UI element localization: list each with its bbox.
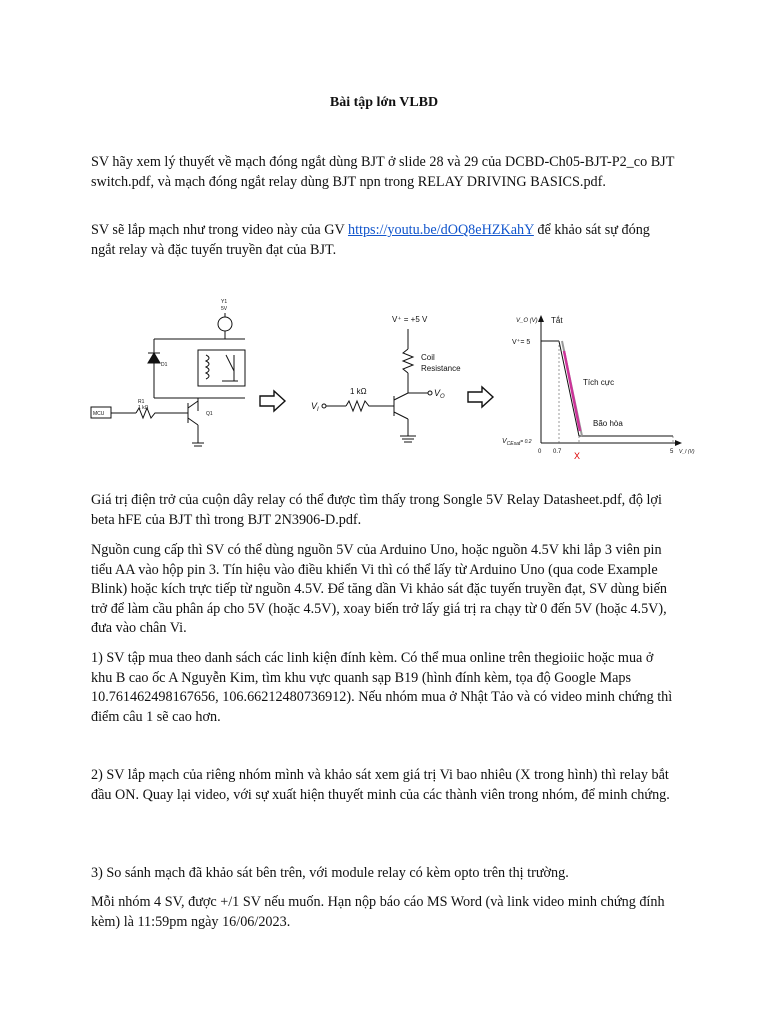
supply-voltage-label: V⁺ = +5 V [392,315,428,324]
paragraph-task-3: 3) So sánh mạch đã khảo sát bên trên, với module relay có kèm opto trên thị trường. [91,865,569,881]
d1-label: D1 [161,362,168,368]
paragraph-task-2: 2) SV lắp mạch của riêng nhóm mình và khảo sát xem giá trị Vi bao nhiêu (X trong hình) thì relay bắt đầu ON. Quay lại video, với sự xuất hiện thuyết minh của các thành viên trong nhóm, để minh chứng. [91,767,670,803]
vo-axis-label: V_O (V) [516,318,538,324]
q1-label: Q1 [206,411,213,417]
x-tick-5: 5 [670,449,674,455]
mcu-label: MCU [93,411,105,417]
coil-label: Coil [421,353,435,362]
paragraph-intro: SV hãy xem lý thuyết về mạch đóng ngắt dùng BJT ở slide 28 và 29 của DCBD-Ch05-BJT-P2_co BJT switch.pdf, và mạch đóng ngắt relay dùng BJT npn trong RELAY DRIVING BASICS.pdf. [91,154,675,190]
bjt-switch-circuit [322,329,432,442]
resistor-value-label: 1 kΩ [350,387,367,396]
vo-label: $V_O$ [434,388,445,400]
x-tick-07: 0.7 [553,449,562,455]
diode-symbol [148,353,160,363]
saturation-region-label: Bão hòa [593,419,623,428]
vi-axis-label: V_I (V) [679,449,695,455]
vplus-tick-label: V⁺= 5 [512,339,531,346]
off-region-label: Tắt [551,316,563,325]
voltage-source-symbol [218,317,232,331]
y1-voltage-label: 5V [221,306,228,312]
vcesat-label: $V_{CEsat}^{= 0.2}$ [502,438,532,447]
active-region-label: Tích cực [583,378,615,387]
arrow-icon [260,391,285,411]
paragraph-video [91,221,676,260]
vi-label: $V_I$ [311,401,319,413]
paragraph-datasheets: Giá trị điện trở của cuộn dây relay có thể được tìm thấy trong Songle 5V Relay Datasheet.pdf, độ lợi beta hFE của BJT thì trong BJT 2N3906-D.pdf. [91,492,662,528]
coil-resistance-symbol [403,349,413,373]
threshold-x-marker: X [574,451,581,461]
input-resistor-symbol [346,401,394,411]
circuit-figure [88,293,695,468]
arrow-icon [468,387,493,407]
x-tick-0: 0 [538,449,542,455]
coil-resistance-label: Resistance [421,364,461,373]
r1-label: R1 [138,399,145,405]
document-title: Bài tập lớn VLBD [329,95,439,110]
paragraph-power-supply: Nguồn cung cấp thì SV có thể dùng nguồn 5V của Arduino Uno, hoặc nguồn 4.5V khi lắp 3 viên pin tiểu AA vào hộp pin 3. Tín hiệu vào điều khiển Vi thì có thể lấy từ Arduino Uno (qua code Example Blink) hoặc kích trực tiếp từ nguồn 4.5V. Để tăng dần Vi khảo sát đặc tuyến truyền đạt, SV dùng biến trở để làm cầu phân áp cho 5V (hoặc 4.5V), xoay biến trở lấy giá trị ra chạy từ 0 đến 5V (hoặc 4.5V), đưa vào chân Vi. [91,542,668,637]
paragraph-task-1: 1) SV tập mua theo danh sách các linh kiện đính kèm. Có thể mua online trên thegioiic hoặc mua ở khu B cao ốc A Nguyễn Kim, tìm khu vực quanh sạp B19 (hình đính kèm, tọa độ Google Maps 10.761462498167656, 106.66212480736912). Nếu nhóm mua ở Nhật Tảo và có video minh chứng thì điểm câu 1 sẽ cao hơn. [91,650,673,725]
y1-label: Y1 [221,299,228,305]
paragraph-video-text-before: SV sẽ lắp mạch như trong video này của GV [91,222,348,238]
r1-value-label: 1 kΩ [138,405,149,411]
paragraph-submission: Mỗi nhóm 4 SV, được +/1 SV nếu muốn. Hạn nộp báo cáo MS Word (và link video minh chứng đính kèm) là 11:59pm ngày 16/06/2023. [91,894,665,930]
paragraph-video-text-after: để khảo sát sự đóng ngắt relay và đặc tuyến truyền đạt của BJT. [91,222,650,258]
active-region-line [564,351,580,431]
relay-circuit-diagram [91,313,245,446]
video-link[interactable]: https://youtu.be/dOQ8eHZKahY [347,222,534,238]
